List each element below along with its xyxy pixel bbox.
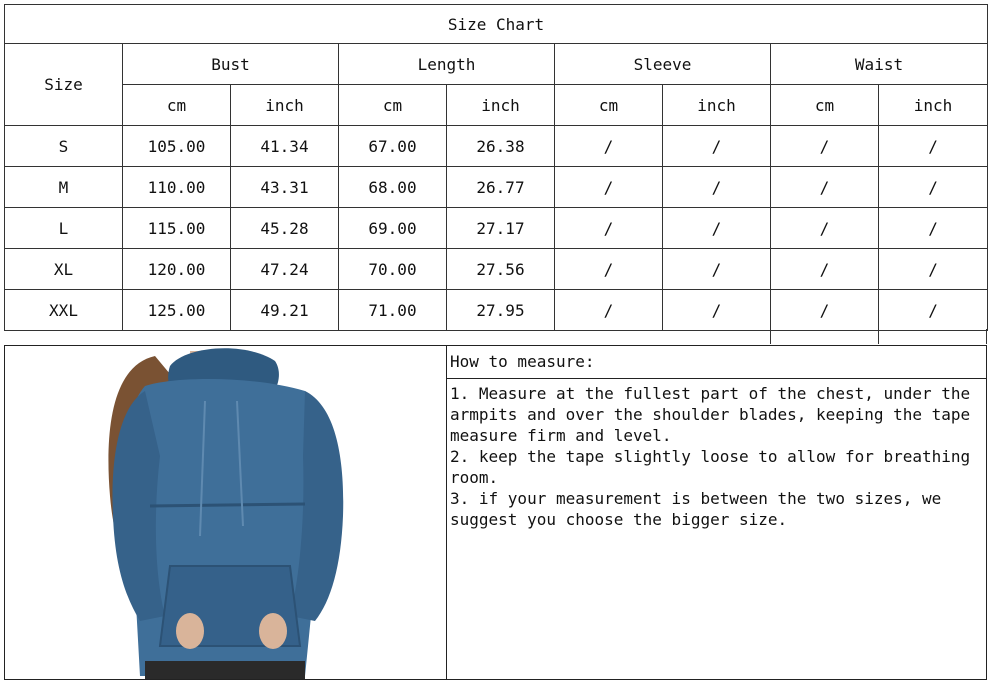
bust-header: Bust bbox=[123, 44, 339, 85]
table-cell: 27.56 bbox=[447, 249, 555, 290]
how-to-measure-panel bbox=[446, 345, 987, 680]
table-cell: 110.00 bbox=[123, 167, 231, 208]
measure-step: 1. Measure at the fullest part of the chest, under the armpits and over the shoulder blades, keeping the tape measure firm and level. bbox=[450, 384, 971, 445]
table-cell: / bbox=[663, 208, 771, 249]
size-label: M bbox=[5, 167, 123, 208]
hoodie-illustration bbox=[5, 346, 446, 679]
table-cell: / bbox=[555, 208, 663, 249]
size-column-header: Size bbox=[5, 44, 123, 126]
how-to-measure-heading: How to measure: bbox=[446, 346, 986, 379]
table-cell: / bbox=[771, 126, 879, 167]
table-cell: / bbox=[771, 167, 879, 208]
table-cell: / bbox=[879, 167, 988, 208]
table-cell: 125.00 bbox=[123, 290, 231, 331]
table-cell: / bbox=[555, 126, 663, 167]
unit-header: cm bbox=[771, 85, 879, 126]
table-cell: / bbox=[879, 249, 988, 290]
size-label: XL bbox=[5, 249, 123, 290]
table-cell: 71.00 bbox=[339, 290, 447, 331]
table-cell: / bbox=[771, 208, 879, 249]
table-cell: 115.00 bbox=[123, 208, 231, 249]
table-row bbox=[5, 249, 988, 290]
sleeve-header: Sleeve bbox=[555, 44, 771, 85]
product-photo bbox=[4, 345, 447, 680]
unit-header: inch bbox=[663, 85, 771, 126]
table-cell: / bbox=[555, 290, 663, 331]
table-cell: 47.24 bbox=[231, 249, 339, 290]
waist-header: Waist bbox=[771, 44, 988, 85]
unit-header: inch bbox=[879, 85, 988, 126]
unit-header: cm bbox=[123, 85, 231, 126]
size-chart-title: Size Chart bbox=[5, 5, 988, 44]
table-cell: / bbox=[771, 290, 879, 331]
table-row bbox=[5, 167, 988, 208]
table-cell: 27.95 bbox=[447, 290, 555, 331]
table-cell: / bbox=[663, 290, 771, 331]
table-row bbox=[5, 208, 988, 249]
size-chart-table bbox=[4, 4, 988, 331]
measure-step: 3. if your measurement is between the two sizes, we suggest you choose the bigger size. bbox=[450, 489, 942, 529]
unit-header: inch bbox=[447, 85, 555, 126]
how-to-measure-steps bbox=[446, 379, 986, 530]
table-cell: / bbox=[555, 167, 663, 208]
unit-row bbox=[5, 85, 988, 126]
table-cell: / bbox=[663, 126, 771, 167]
table-tail-divider bbox=[878, 329, 987, 344]
table-cell: / bbox=[663, 167, 771, 208]
table-row bbox=[5, 290, 988, 331]
table-cell: 26.77 bbox=[447, 167, 555, 208]
table-cell: 120.00 bbox=[123, 249, 231, 290]
unit-header: cm bbox=[339, 85, 447, 126]
table-cell: / bbox=[555, 249, 663, 290]
table-tail-divider bbox=[770, 329, 879, 344]
table-cell: 67.00 bbox=[339, 126, 447, 167]
unit-header: cm bbox=[555, 85, 663, 126]
table-cell: / bbox=[879, 208, 988, 249]
table-cell: 41.34 bbox=[231, 126, 339, 167]
table-cell: / bbox=[663, 249, 771, 290]
table-cell: / bbox=[879, 290, 988, 331]
table-cell: 105.00 bbox=[123, 126, 231, 167]
table-cell: 49.21 bbox=[231, 290, 339, 331]
table-cell: 27.17 bbox=[447, 208, 555, 249]
table-cell: 68.00 bbox=[339, 167, 447, 208]
length-header: Length bbox=[339, 44, 555, 85]
unit-header: inch bbox=[231, 85, 339, 126]
table-row bbox=[5, 126, 988, 167]
table-cell: 45.28 bbox=[231, 208, 339, 249]
table-cell: / bbox=[879, 126, 988, 167]
table-cell: 43.31 bbox=[231, 167, 339, 208]
measure-step: 2. keep the tape slightly loose to allow for breathing room. bbox=[450, 447, 971, 487]
table-cell: 69.00 bbox=[339, 208, 447, 249]
table-cell: 26.38 bbox=[447, 126, 555, 167]
table-cell: 70.00 bbox=[339, 249, 447, 290]
size-label: S bbox=[5, 126, 123, 167]
table-cell: / bbox=[771, 249, 879, 290]
size-label: XXL bbox=[5, 290, 123, 331]
size-label: L bbox=[5, 208, 123, 249]
